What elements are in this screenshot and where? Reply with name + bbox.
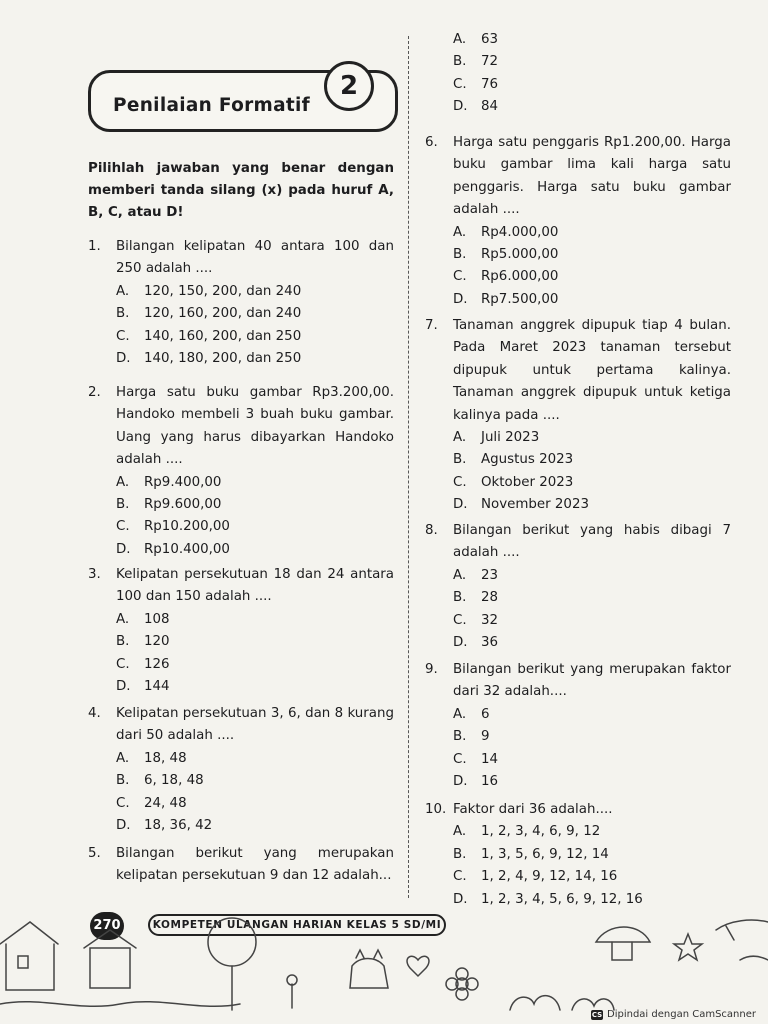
option-letter: A. bbox=[116, 750, 130, 766]
page-number: 270 bbox=[90, 912, 124, 940]
option-text: Oktober 2023 bbox=[481, 474, 574, 490]
option-c[interactable] bbox=[453, 610, 731, 632]
option-text: 32 bbox=[481, 612, 499, 628]
option-text: Rp10.400,00 bbox=[144, 541, 230, 557]
option-letter: A. bbox=[453, 824, 467, 840]
option-letter: B. bbox=[453, 846, 467, 862]
option-letter: D. bbox=[116, 679, 131, 695]
option-letter: B. bbox=[116, 634, 130, 650]
option-text: Agustus 2023 bbox=[481, 452, 574, 468]
option-letter: A. bbox=[453, 430, 467, 446]
option-text: Juli 2023 bbox=[481, 430, 540, 446]
question-stem: Faktor dari 36 adalah.... bbox=[453, 802, 613, 817]
option-letter: C. bbox=[116, 795, 130, 811]
question-number: 7. bbox=[425, 318, 438, 333]
question-stem: Tanaman anggrek dipupuk tiap 4 bulan. Pada Maret 2023 tanaman tersebut dipupuk untuk pertama kalinya. Tanaman anggrek dipupuk untuk ketiga kalinya pada .... bbox=[453, 318, 731, 423]
option-letter: D. bbox=[116, 541, 131, 557]
option-b[interactable] bbox=[116, 631, 394, 653]
option-letter: A. bbox=[453, 32, 467, 47]
option-d[interactable] bbox=[453, 632, 731, 654]
question-number: 4. bbox=[88, 706, 101, 721]
question-number: 9. bbox=[425, 662, 438, 677]
option-letter: C. bbox=[453, 751, 467, 767]
question-stem: Bilangan kelipatan 40 antara 100 dan 250 adalah .... bbox=[116, 239, 394, 277]
question-9 bbox=[425, 659, 731, 793]
option-text: 1, 3, 5, 6, 9, 12, 14 bbox=[481, 846, 609, 862]
question-stem: Bilangan berikut yang habis dibagi 7 adalah .... bbox=[453, 523, 731, 561]
question-number: 5. bbox=[88, 846, 101, 861]
option-b[interactable] bbox=[453, 244, 731, 266]
question-6 bbox=[425, 132, 731, 311]
option-letter: C. bbox=[453, 76, 467, 92]
question-5 bbox=[88, 843, 394, 888]
option-text: 24, 48 bbox=[144, 795, 187, 811]
option-c[interactable] bbox=[116, 654, 394, 676]
option-text: 63 bbox=[481, 32, 499, 47]
option-b[interactable] bbox=[453, 587, 731, 609]
option-text: 1, 2, 4, 9, 12, 14, 16 bbox=[481, 869, 618, 885]
option-c[interactable] bbox=[116, 326, 394, 348]
question-10 bbox=[425, 799, 731, 911]
option-a[interactable] bbox=[116, 281, 394, 303]
question-number: 10. bbox=[425, 802, 447, 817]
option-text: Rp4.000,00 bbox=[481, 224, 559, 240]
option-d[interactable] bbox=[116, 815, 394, 837]
column-divider bbox=[408, 36, 409, 898]
option-d[interactable] bbox=[453, 289, 731, 311]
option-letter: B. bbox=[116, 773, 130, 789]
option-letter: A. bbox=[116, 611, 130, 627]
option-text: Rp9.600,00 bbox=[144, 497, 222, 513]
option-text: 144 bbox=[144, 679, 170, 695]
option-c[interactable] bbox=[453, 749, 731, 771]
option-letter: D. bbox=[453, 497, 468, 513]
option-c[interactable] bbox=[453, 266, 731, 288]
option-letter: C. bbox=[116, 519, 130, 535]
option-b[interactable] bbox=[116, 494, 394, 516]
section-title: Penilaian Formatif bbox=[113, 95, 310, 116]
option-text: November 2023 bbox=[481, 497, 589, 513]
option-letter: B. bbox=[116, 497, 130, 513]
question-number: 8. bbox=[425, 523, 438, 538]
option-text: 84 bbox=[481, 99, 499, 115]
option-b[interactable] bbox=[116, 303, 394, 325]
option-letter: A. bbox=[116, 474, 130, 490]
option-b[interactable] bbox=[453, 844, 731, 866]
option-text: 72 bbox=[481, 54, 499, 70]
option-a[interactable] bbox=[453, 821, 731, 843]
option-c[interactable] bbox=[453, 472, 731, 494]
question-number: 1. bbox=[88, 239, 101, 254]
option-letter: A. bbox=[453, 706, 467, 722]
option-letter: C. bbox=[453, 474, 467, 490]
option-text: 28 bbox=[481, 590, 499, 606]
question-number: 2. bbox=[88, 385, 101, 400]
scanner-text: Dipindai dengan CamScanner bbox=[607, 1009, 756, 1020]
question-7 bbox=[425, 315, 731, 517]
option-letter: B. bbox=[453, 452, 467, 468]
option-text: Rp6.000,00 bbox=[481, 269, 559, 285]
option-text: 36 bbox=[481, 635, 499, 651]
question-3 bbox=[88, 564, 394, 698]
question-stem: Bilangan berikut yang merupakan faktor dari 32 adalah.... bbox=[453, 662, 731, 700]
option-letter: D. bbox=[116, 818, 131, 834]
option-d[interactable] bbox=[116, 348, 394, 370]
option-b[interactable] bbox=[453, 726, 731, 748]
option-d[interactable] bbox=[453, 771, 731, 793]
question-2 bbox=[88, 382, 394, 561]
option-letter: C. bbox=[453, 612, 467, 628]
option-a[interactable] bbox=[453, 427, 731, 449]
question-stem: Bilangan berikut yang merupakan kelipatan persekutuan 9 dan 12 adalah... bbox=[116, 846, 394, 884]
option-a[interactable] bbox=[453, 222, 731, 244]
question-stem: Harga satu penggaris Rp1.200,00. Harga buku gambar lima kali harga satu penggaris. Harga satu buku gambar adalah .... bbox=[453, 135, 731, 218]
option-text: 14 bbox=[481, 751, 499, 767]
option-c[interactable] bbox=[453, 866, 731, 888]
option-d[interactable] bbox=[453, 494, 731, 516]
question-4 bbox=[88, 703, 394, 837]
option-a[interactable] bbox=[116, 472, 394, 494]
option-text: 6, 18, 48 bbox=[144, 773, 204, 789]
scanner-watermark bbox=[591, 1009, 756, 1020]
option-letter: D. bbox=[453, 291, 468, 307]
option-letter: C. bbox=[453, 869, 467, 885]
instructions: Pilihlah jawaban yang benar dengan memberi tanda silang (x) pada huruf A, B, C, atau D! bbox=[88, 161, 394, 220]
option-text: 6 bbox=[481, 706, 490, 722]
option-letter: D. bbox=[453, 774, 468, 790]
option-letter: C. bbox=[116, 328, 130, 344]
option-letter: B. bbox=[453, 729, 467, 745]
option-text: 1, 2, 3, 4, 6, 9, 12 bbox=[481, 824, 601, 840]
footer-doodles bbox=[0, 900, 768, 1024]
question-5-options bbox=[425, 29, 731, 119]
option-text: 140, 180, 200, dan 250 bbox=[144, 351, 302, 367]
option-text: 108 bbox=[144, 611, 170, 627]
option-letter: C. bbox=[116, 656, 130, 672]
section-number-badge: 2 bbox=[324, 61, 374, 111]
option-letter: D. bbox=[116, 351, 131, 367]
option-b[interactable] bbox=[116, 770, 394, 792]
option-text: 120, 160, 200, dan 240 bbox=[144, 306, 302, 322]
option-d[interactable] bbox=[116, 539, 394, 561]
option-a[interactable] bbox=[453, 565, 731, 587]
option-text: Rp9.400,00 bbox=[144, 474, 222, 490]
option-text: 140, 160, 200, dan 250 bbox=[144, 328, 302, 344]
question-8 bbox=[425, 520, 731, 654]
option-d[interactable] bbox=[453, 96, 731, 118]
question-stem: Kelipatan persekutuan 18 dan 24 antara 100 dan 150 adalah .... bbox=[116, 567, 394, 605]
option-letter: B. bbox=[453, 247, 467, 263]
option-letter: D. bbox=[453, 635, 468, 651]
option-a[interactable] bbox=[116, 748, 394, 770]
option-letter: A. bbox=[116, 283, 130, 299]
option-text: 126 bbox=[144, 656, 170, 672]
book-title-banner: KOMPETEN ULANGAN HARIAN KELAS 5 SD/MI bbox=[148, 914, 446, 936]
option-text: 76 bbox=[481, 76, 499, 92]
option-text: 120 bbox=[144, 634, 170, 650]
option-d[interactable] bbox=[116, 676, 394, 698]
option-text: 120, 150, 200, dan 240 bbox=[144, 283, 302, 299]
option-letter: D. bbox=[453, 99, 468, 115]
option-text: 18, 48 bbox=[144, 750, 187, 766]
option-text: 1, 2, 3, 4, 5, 6, 9, 12, 16 bbox=[481, 891, 643, 907]
question-1 bbox=[88, 236, 394, 370]
option-letter: B. bbox=[453, 54, 467, 70]
option-text: Rp7.500,00 bbox=[481, 291, 559, 307]
question-stem: Kelipatan persekutuan 3, 6, dan 8 kurang dari 50 adalah .... bbox=[116, 706, 394, 744]
option-letter: B. bbox=[453, 590, 467, 606]
option-a[interactable] bbox=[453, 29, 731, 51]
option-text: Rp10.200,00 bbox=[144, 519, 230, 535]
option-a[interactable] bbox=[116, 609, 394, 631]
option-c[interactable] bbox=[116, 516, 394, 538]
option-letter: A. bbox=[453, 224, 467, 240]
option-text: 23 bbox=[481, 567, 499, 583]
option-text: 9 bbox=[481, 729, 490, 745]
option-letter: D. bbox=[453, 891, 468, 907]
question-stem: Harga satu buku gambar Rp3.200,00. Handoko membeli 3 buah buku gambar. Uang yang harus dibayarkan Handoko adalah .... bbox=[116, 385, 394, 468]
option-a[interactable] bbox=[453, 704, 731, 726]
option-b[interactable] bbox=[453, 51, 731, 73]
option-text: 18, 36, 42 bbox=[144, 818, 213, 834]
camscanner-logo-icon: CS bbox=[591, 1010, 603, 1019]
question-number: 6. bbox=[425, 135, 438, 150]
option-letter: C. bbox=[453, 269, 467, 285]
option-c[interactable] bbox=[453, 74, 731, 96]
option-text: Rp5.000,00 bbox=[481, 247, 559, 263]
option-letter: A. bbox=[453, 567, 467, 583]
option-text: 16 bbox=[481, 774, 499, 790]
question-number: 3. bbox=[88, 567, 101, 582]
section-title-box bbox=[88, 70, 398, 132]
option-b[interactable] bbox=[453, 449, 731, 471]
option-c[interactable] bbox=[116, 793, 394, 815]
option-letter: B. bbox=[116, 306, 130, 322]
